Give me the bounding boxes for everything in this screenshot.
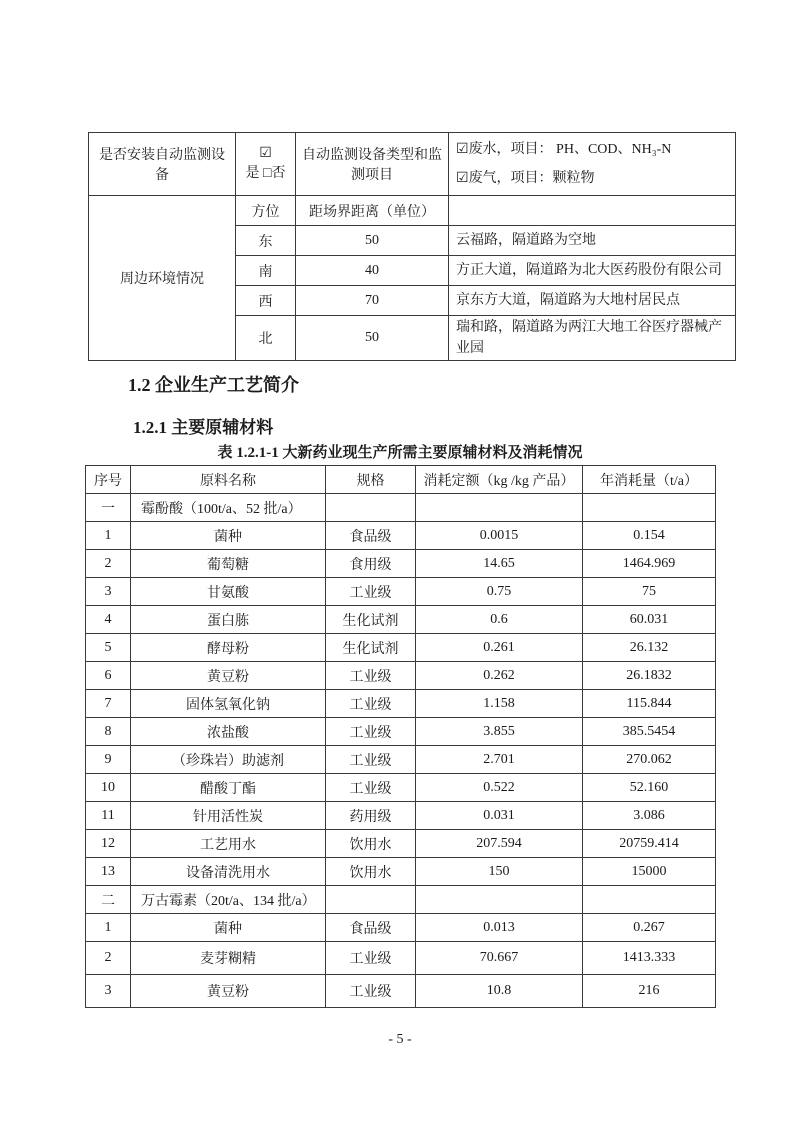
material-row [86,975,716,1008]
material-cell-quota [416,494,583,522]
material-cell-annual: 216 [583,975,716,1008]
material-cell-name: 醋酸丁酯 [131,774,326,802]
env-monitoring-table [88,132,736,361]
material-cell-quota: 14.65 [416,550,583,578]
material-cell-annual: 115.844 [583,690,716,718]
material-cell-annual: 26.132 [583,634,716,662]
material-cell-no: 2 [86,942,131,975]
materials-header-row [86,466,716,494]
material-cell-no: 6 [86,662,131,690]
material-cell-no: 1 [86,522,131,550]
material-cell-annual: 52.160 [583,774,716,802]
material-cell-quota: 2.701 [416,746,583,774]
material-row [86,858,716,886]
col-header-annual: 年消耗量（t/a） [583,466,716,494]
direction-label: 南 [236,256,296,286]
material-cell-annual [583,494,716,522]
col-header-index: 序号 [86,466,131,494]
material-cell-no: 10 [86,774,131,802]
material-cell-name: 设备清洗用水 [131,858,326,886]
material-cell-spec [326,886,416,914]
monitor-item-wastegas [456,164,731,193]
material-cell-annual: 15000 [583,858,716,886]
material-row [86,662,716,690]
direction-desc: 京东方大道，隔道路为大地村居民点 [449,286,736,316]
material-cell-name: 固体氢氧化钠 [131,690,326,718]
material-row [86,690,716,718]
material-cell-quota: 10.8 [416,975,583,1008]
material-cell-annual: 270.062 [583,746,716,774]
material-cell-annual: 1464.969 [583,550,716,578]
material-cell-spec: 生化试剂 [326,606,416,634]
material-cell-quota: 0.6 [416,606,583,634]
material-cell-name: 甘氨酸 [131,578,326,606]
material-cell-spec: 食品级 [326,914,416,942]
direction-header: 方位 [236,196,296,226]
material-cell-quota: 0.031 [416,802,583,830]
material-cell-quota: 0.013 [416,914,583,942]
material-row [86,606,716,634]
distance-value: 50 [296,226,449,256]
material-cell-spec [326,494,416,522]
surrounding-env-label: 周边环境情况 [89,196,236,361]
direction-desc: 云福路，隔道路为空地 [449,226,736,256]
material-cell-quota: 0.522 [416,774,583,802]
material-cell-quota: 0.262 [416,662,583,690]
material-cell-name: 菌种 [131,522,326,550]
checkbox-checked-icon: ☑ [456,171,469,186]
material-cell-quota: 0.75 [416,578,583,606]
material-cell-spec: 工业级 [326,578,416,606]
direction-label: 北 [236,316,296,361]
material-cell-no: 3 [86,578,131,606]
material-cell-annual: 0.154 [583,522,716,550]
monitor-item-text: 废气，项目：颗粒物 [468,171,595,186]
material-cell-spec: 工业级 [326,662,416,690]
material-row [86,634,716,662]
material-cell-quota: 3.855 [416,718,583,746]
material-cell-name: 针用活性炭 [131,802,326,830]
material-row [86,886,716,914]
material-cell-no: 9 [86,746,131,774]
monitor-item-wastewater [456,135,731,164]
material-cell-name: 工艺用水 [131,830,326,858]
material-cell-annual: 20759.414 [583,830,716,858]
material-row [86,746,716,774]
material-row [86,774,716,802]
material-cell-quota: 0.0015 [416,522,583,550]
material-row [86,494,716,522]
direction-header-row [89,196,736,226]
material-row [86,942,716,975]
material-cell-name: （珍珠岩）助滤剂 [131,746,326,774]
direction-label: 西 [236,286,296,316]
subsection-heading: 1.2.1 主要原辅材料 [133,418,274,437]
material-cell-name: 葡萄糖 [131,550,326,578]
material-cell-no: 3 [86,975,131,1008]
material-cell-annual: 3.086 [583,802,716,830]
material-cell-spec: 饮用水 [326,858,416,886]
material-cell-spec: 工业级 [326,690,416,718]
checkbox-checked-icon: ☑ [259,146,272,161]
material-cell-quota [416,886,583,914]
monitoring-row [89,133,736,196]
material-cell-annual: 60.031 [583,606,716,634]
material-cell-spec: 工业级 [326,975,416,1008]
material-cell-no: 12 [86,830,131,858]
material-cell-annual: 26.1832 [583,662,716,690]
material-row [86,830,716,858]
material-cell-name: 麦芽糊精 [131,942,326,975]
col-header-spec: 规格 [326,466,416,494]
checkbox-checked-icon: ☑ [456,142,469,157]
material-cell-quota: 70.667 [416,942,583,975]
table-caption: 表 1.2.1-1 大新药业现生产所需主要原辅材料及消耗情况 [217,445,583,461]
col-header-name: 原料名称 [131,466,326,494]
material-cell-name: 霉酚酸（100t/a、52 批/a） [131,494,326,522]
material-cell-no: 4 [86,606,131,634]
direction-desc: 方正大道，隔道路为北大医药股份有限公司 [449,256,736,286]
material-cell-name: 黄豆粉 [131,975,326,1008]
monitor-items-cell [449,133,736,196]
direction-label: 东 [236,226,296,256]
monitor-item-text: 废水，项目： PH、COD、NH₃-N [468,142,672,157]
materials-table-body [86,494,716,1008]
material-cell-quota: 150 [416,858,583,886]
section-heading: 1.2 企业生产工艺简介 [128,375,299,395]
distance-value: 50 [296,316,449,361]
distance-value: 40 [296,256,449,286]
materials-table [85,465,716,1008]
monitor-equipment-label: 是否安装自动监测设备 [89,133,236,196]
material-cell-no: 一 [86,494,131,522]
material-cell-annual: 0.267 [583,914,716,942]
material-cell-no: 13 [86,858,131,886]
material-cell-no: 5 [86,634,131,662]
monitor-type-label: 自动监测设备类型和监测项目 [296,133,449,196]
material-cell-no: 2 [86,550,131,578]
material-row [86,802,716,830]
material-cell-name: 酵母粉 [131,634,326,662]
material-cell-name: 黄豆粉 [131,662,326,690]
yes-no-label: 是 □否 [245,166,286,181]
material-cell-name: 蛋白胨 [131,606,326,634]
material-cell-no: 二 [86,886,131,914]
material-cell-no: 11 [86,802,131,830]
material-cell-quota: 0.261 [416,634,583,662]
col-header-quota: 消耗定额（kg /kg 产品） [416,466,583,494]
material-cell-name: 菌种 [131,914,326,942]
material-cell-no: 8 [86,718,131,746]
material-cell-quota: 1.158 [416,690,583,718]
material-cell-name: 万古霉素（20t/a、134 批/a） [131,886,326,914]
monitor-yes-no-cell [236,133,296,196]
material-row [86,578,716,606]
direction-desc: 瑞和路，隔道路为两江大地工谷医疗器械产业园 [449,316,736,361]
material-row [86,550,716,578]
material-cell-annual [583,886,716,914]
material-row [86,718,716,746]
material-cell-annual: 75 [583,578,716,606]
material-cell-spec: 药用级 [326,802,416,830]
material-cell-name: 浓盐酸 [131,718,326,746]
material-cell-spec: 工业级 [326,746,416,774]
material-cell-spec: 工业级 [326,774,416,802]
empty-cell [449,196,736,226]
material-cell-spec: 食品级 [326,522,416,550]
distance-header: 距场界距离（单位） [296,196,449,226]
material-row [86,522,716,550]
material-cell-spec: 饮用水 [326,830,416,858]
material-cell-no: 1 [86,914,131,942]
material-cell-spec: 生化试剂 [326,634,416,662]
page-number: - 5 - [388,1032,412,1047]
distance-value: 70 [296,286,449,316]
material-cell-spec: 工业级 [326,718,416,746]
material-row [86,914,716,942]
material-cell-spec: 工业级 [326,942,416,975]
material-cell-annual: 385.5454 [583,718,716,746]
material-cell-annual: 1413.333 [583,942,716,975]
material-cell-quota: 207.594 [416,830,583,858]
material-cell-spec: 食用级 [326,550,416,578]
material-cell-no: 7 [86,690,131,718]
